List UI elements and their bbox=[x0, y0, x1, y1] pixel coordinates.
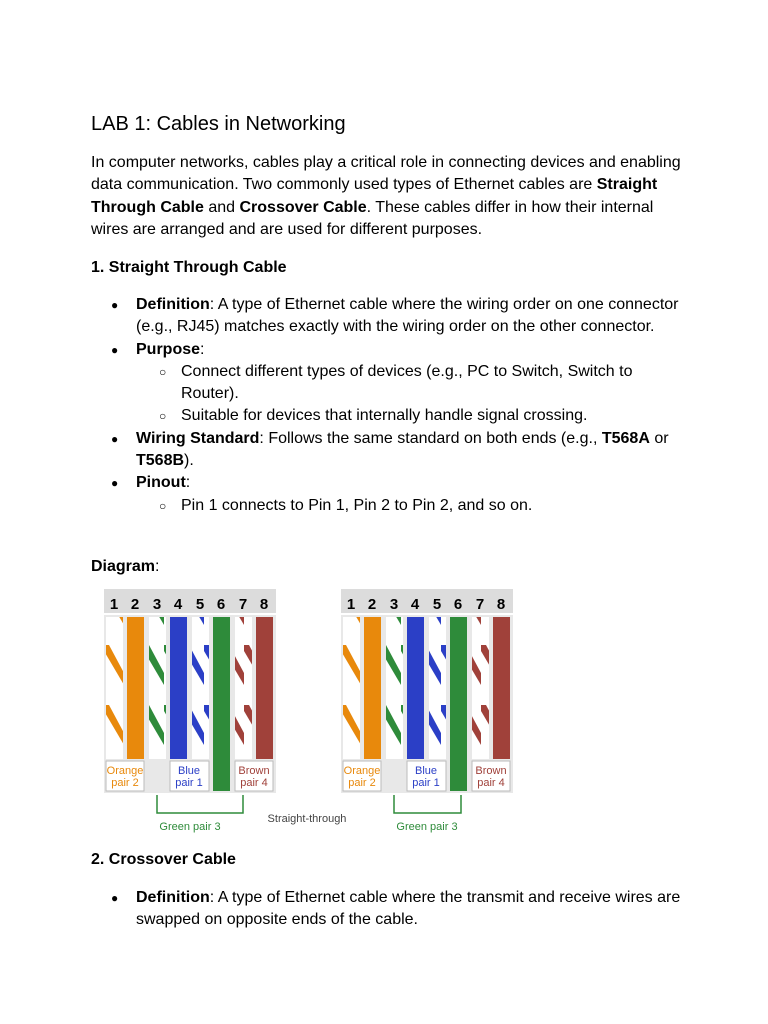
brown-pair-label: pair 4 bbox=[240, 777, 268, 789]
wire-8-brown bbox=[493, 617, 510, 759]
diagram-label-colon: : bbox=[155, 558, 160, 575]
blue-pair-label: Blue bbox=[414, 765, 438, 777]
brown-pair-label: pair 4 bbox=[477, 777, 505, 789]
pin-number: 8 bbox=[259, 596, 269, 613]
pin-number: 1 bbox=[109, 596, 119, 613]
green-pair-bracket bbox=[394, 795, 461, 813]
pinout-item bbox=[91, 472, 691, 517]
definition-item bbox=[91, 294, 691, 339]
crossover-definition-label: Definition bbox=[136, 889, 210, 906]
wire-7-brown-white bbox=[472, 617, 489, 759]
wire-4-blue bbox=[170, 617, 187, 759]
section1-list bbox=[91, 294, 691, 517]
purpose-sublist bbox=[136, 361, 691, 428]
brown-pair-label: Brown bbox=[238, 765, 270, 777]
intro-text-3: . These cables differ in how their internal wires are arranged and are used for different purposes. bbox=[91, 198, 654, 238]
green-pair-label: Green pair 3 bbox=[159, 821, 221, 833]
wiring-text: : Follows the same standard on both ends (e.g., bbox=[259, 429, 602, 447]
wire-3-green-white bbox=[149, 617, 166, 759]
brown-pair-label: Brown bbox=[475, 765, 507, 777]
pin-number: 8 bbox=[496, 596, 506, 613]
diagram-caption: Straight-through bbox=[267, 813, 347, 825]
orange-pair-label: Orange bbox=[106, 765, 144, 777]
wiring-t568b: T568B bbox=[136, 452, 185, 470]
pin-number: 5 bbox=[432, 596, 442, 613]
purpose-item bbox=[91, 339, 691, 428]
pin-number: 6 bbox=[216, 596, 226, 613]
intro-text-1: In computer networks, cables play a critical role in connecting devices and enabling data communication. Two commonly used types of Ethernet cables are bbox=[91, 154, 681, 194]
wire-1-orange-white bbox=[343, 617, 360, 759]
pin-number: 4 bbox=[410, 596, 420, 613]
green-pair-label: Green pair 3 bbox=[396, 821, 458, 833]
purpose-label: Purpose bbox=[136, 340, 201, 358]
wiring-standard-item bbox=[91, 428, 691, 473]
purpose-subitem: ○ Connect different types of devices (e.g., PC to Switch, Switch to Router). bbox=[136, 361, 691, 406]
wire-6-green bbox=[450, 617, 467, 791]
pinout-label: Pinout bbox=[136, 474, 186, 492]
wire-8-brown bbox=[256, 617, 273, 759]
wire-3-green-white bbox=[386, 617, 403, 759]
wiring-t568a: T568A bbox=[601, 429, 650, 447]
purpose-subitem: ○ Suitable for devices that internally handle signal crossing. bbox=[136, 405, 691, 427]
wiring-end: ). bbox=[184, 452, 194, 470]
pin-number: 3 bbox=[152, 596, 162, 613]
pin-number: 7 bbox=[475, 596, 485, 613]
page-title: LAB 1: Cables in Networking bbox=[91, 113, 346, 135]
wire-7-brown-white bbox=[235, 617, 252, 759]
intro-straight-bold: Straight Through Cable bbox=[91, 176, 658, 216]
pin-header-bar bbox=[341, 589, 513, 613]
blue-pair-label: Blue bbox=[177, 765, 201, 777]
section2-heading: 2. Crossover Cable bbox=[91, 851, 236, 868]
section1-heading: 1. Straight Through Cable bbox=[91, 259, 287, 276]
blue-pair-label: pair 1 bbox=[412, 777, 440, 789]
wiring-or: or bbox=[649, 429, 669, 447]
intro-paragraph bbox=[91, 152, 691, 241]
pinout-subitem: ○ Pin 1 connects to Pin 1, Pin 2 to Pin 2, and so on. bbox=[136, 495, 691, 517]
crossover-definition-item bbox=[91, 887, 691, 932]
section2-list bbox=[91, 887, 691, 932]
orange-pair-label: Orange bbox=[343, 765, 381, 777]
pin-number: 2 bbox=[367, 596, 377, 613]
pin-number: 4 bbox=[173, 596, 183, 613]
definition-label: Definition bbox=[136, 296, 210, 313]
wire-5-blue-white bbox=[192, 617, 209, 759]
wire-6-green bbox=[213, 617, 230, 791]
wire-4-blue bbox=[407, 617, 424, 759]
wire-1-orange-white bbox=[106, 617, 123, 759]
straight-through-diagram bbox=[96, 585, 536, 835]
pin-number: 2 bbox=[130, 596, 140, 613]
blue-pair-label: pair 1 bbox=[175, 777, 203, 789]
pinout-sublist bbox=[136, 495, 691, 517]
purpose-colon: : bbox=[200, 340, 205, 358]
pin-number: 5 bbox=[195, 596, 205, 613]
connector-right bbox=[341, 589, 513, 833]
pin-number: 7 bbox=[238, 596, 248, 613]
pin-number: 6 bbox=[453, 596, 463, 613]
orange-pair-label: pair 2 bbox=[111, 777, 139, 789]
orange-pair-label: pair 2 bbox=[348, 777, 376, 789]
definition-text: : A type of Ethernet cable where the wiring order on one connector (e.g., RJ45) matches exactly with the wiring order on the other connector. bbox=[136, 296, 679, 336]
intro-cross-bold: Crossover Cable bbox=[239, 198, 367, 216]
pin-number: 1 bbox=[346, 596, 356, 613]
wire-2-orange bbox=[364, 617, 381, 759]
diagram-label-bold: Diagram bbox=[91, 558, 156, 575]
wire-5-blue-white bbox=[429, 617, 446, 759]
wire-2-orange bbox=[127, 617, 144, 759]
diagram-label bbox=[91, 556, 159, 578]
green-pair-bracket bbox=[157, 795, 243, 813]
pin-header-bar bbox=[104, 589, 276, 613]
crossover-definition-text: : A type of Ethernet cable where the transmit and receive wires are swapped on opposite ends of the cable. bbox=[136, 889, 681, 929]
intro-text-2: and bbox=[203, 198, 240, 216]
wiring-label: Wiring Standard bbox=[136, 429, 260, 447]
pin-number: 3 bbox=[389, 596, 399, 613]
connector-left bbox=[104, 589, 276, 833]
pinout-colon: : bbox=[185, 474, 191, 492]
